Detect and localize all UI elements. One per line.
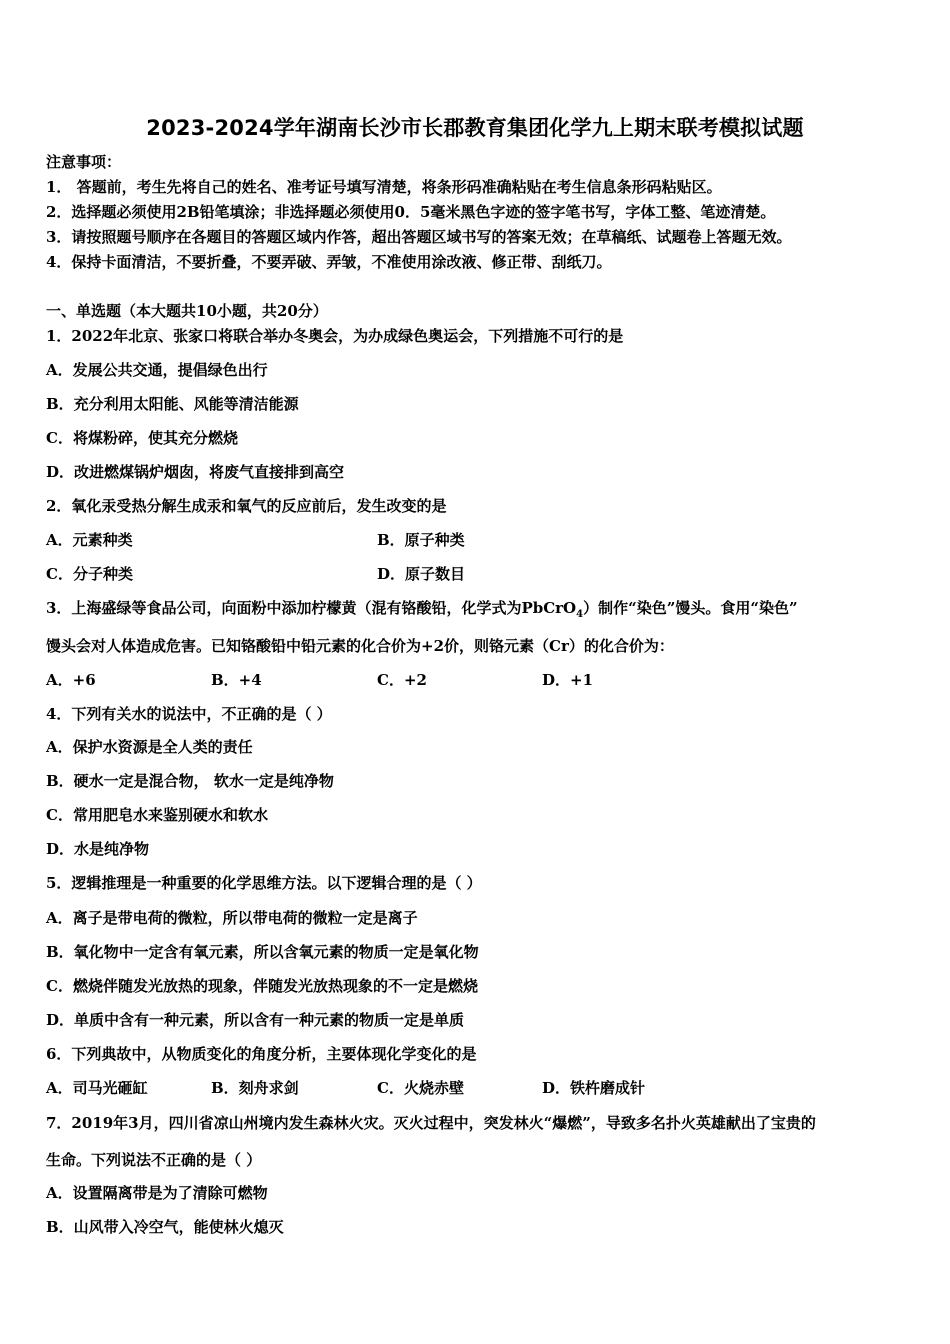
q4-option-a: A．保护水资源是全人类的责任 xyxy=(46,738,253,756)
q3-formula-subscript: 4 xyxy=(576,609,584,620)
q7-stem-line-1: 7．2019年3月，四川省凉山州境内发生森林火灾。灭火过程中，突发林火“爆燃”，导致多名扑火英雄献出了宝贵的 xyxy=(46,1114,816,1132)
q6-option-a: A．司马光砸缸 xyxy=(46,1079,148,1097)
q5-option-b: B．氧化物中一定含有氧元素，所以含氧元素的物质一定是氧化物 xyxy=(46,943,479,961)
notice-item-4: 4．保持卡面清洁，不要折叠，不要弄破、弄皱，不准使用涂改液、修正带、刮纸刀。 xyxy=(46,253,612,271)
q1-stem: 1．2022年北京、张家口将联合举办冬奥会，为办成绿色奥运会，下列措施不可行的是 xyxy=(46,327,624,345)
q3-option-c: C．+2 xyxy=(377,671,427,689)
notice-item-2: 2．选择题必须使用2B铅笔填涂；非选择题必须使用0．5毫米黑色字迹的签字笔书写，字体工整、笔迹清楚。 xyxy=(46,203,776,221)
notice-item-1: 1． 答题前，考生先将自己的姓名、准考证号填写清楚，将条形码准确粘贴在考生信息条形码粘贴区。 xyxy=(46,178,722,196)
q3-stem-part-1: 3．上海盛绿等食品公司，向面粉中添加柠檬黄（混有铬酸铅，化学式为PbCrO xyxy=(46,599,577,617)
q7-option-b: B．山风带入冷空气，能使林火熄灭 xyxy=(46,1218,284,1236)
q4-option-d: D．水是纯净物 xyxy=(46,840,150,858)
q3-option-d: D．+1 xyxy=(542,671,594,689)
q3-stem-part-2: ）制作“染色”馒头。食用“染色” xyxy=(583,599,798,617)
q5-option-c: C．燃烧伴随发光放热的现象，伴随发光放热现象的不一定是燃烧 xyxy=(46,977,478,995)
q1-option-c: C．将煤粉碎，使其充分燃烧 xyxy=(46,429,238,447)
q2-option-c: C．分子种类 xyxy=(46,565,133,583)
q6-option-d: D．铁杵磨成针 xyxy=(542,1079,646,1097)
q1-option-a: A．发展公共交通，提倡绿色出行 xyxy=(46,361,268,379)
q2-option-b: B．原子种类 xyxy=(377,531,465,549)
q5-option-d: D．单质中含有一种元素，所以含有一种元素的物质一定是单质 xyxy=(46,1011,465,1029)
q3-option-b: B．+4 xyxy=(211,671,262,689)
q1-option-d: D．改进燃煤锅炉烟囱，将废气直接排到高空 xyxy=(46,463,345,481)
q4-option-b: B．硬水一定是混合物， 软水一定是纯净物 xyxy=(46,772,334,790)
section-heading: 一、单选题（本大题共10小题，共20分） xyxy=(46,302,328,320)
q6-option-c: C．火烧赤壁 xyxy=(377,1079,464,1097)
q2-option-a: A．元素种类 xyxy=(46,531,133,549)
q6-stem: 6．下列典故中，从物质变化的角度分析，主要体现化学变化的是 xyxy=(46,1045,477,1063)
q3-stem-line-2: 馒头会对人体造成危害。已知铬酸铅中铅元素的化合价为+2价，则铬元素（Cr）的化合价为： xyxy=(46,637,674,655)
notice-heading: 注意事项： xyxy=(46,153,122,171)
q3-stem-line-1 xyxy=(46,598,798,625)
q2-option-d: D．原子数目 xyxy=(377,565,466,583)
page-title: 2023-2024学年湖南长沙市长郡教育集团化学九上期末联考模拟试题 xyxy=(146,116,804,140)
q4-stem: 4．下列有关水的说法中，不正确的是（ ） xyxy=(46,705,332,723)
q2-stem: 2．氧化汞受热分解生成汞和氧气的反应前后，发生改变的是 xyxy=(46,497,447,515)
q5-option-a: A．离子是带电荷的微粒，所以带电荷的微粒一定是离子 xyxy=(46,909,418,927)
q3-option-a: A．+6 xyxy=(46,671,96,689)
q4-option-c: C．常用肥皂水来鉴别硬水和软水 xyxy=(46,806,268,824)
q1-option-b: B．充分利用太阳能、风能等清洁能源 xyxy=(46,395,299,413)
q5-stem: 5．逻辑推理是一种重要的化学思维方法。以下逻辑合理的是（ ） xyxy=(46,874,482,892)
q6-option-b: B．刻舟求剑 xyxy=(211,1079,299,1097)
notice-item-3: 3．请按照题号顺序在各题目的答题区域内作答，超出答题区域书写的答案无效；在草稿纸、试题卷上答题无效。 xyxy=(46,228,792,246)
q7-stem-line-2: 生命。下列说法不正确的是（ ） xyxy=(46,1151,262,1169)
q7-option-a: A．设置隔离带是为了清除可燃物 xyxy=(46,1184,268,1202)
